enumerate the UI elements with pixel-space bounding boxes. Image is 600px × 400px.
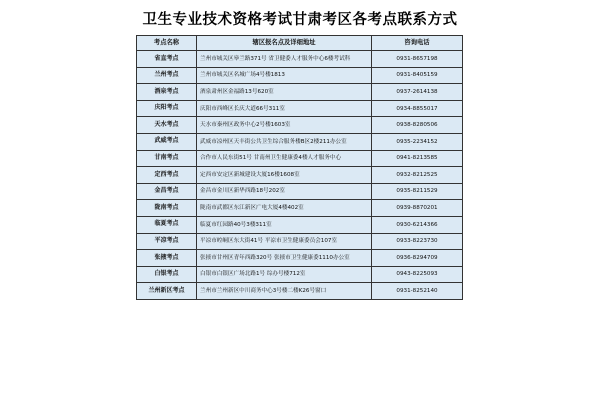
table-row [137,51,463,68]
address-cell: 兰州市兰州新区中川商务中心3号楼二楼K26号窗口 [197,283,372,300]
site-name-cell: 武威考点 [137,133,197,150]
site-name-cell: 省直考点 [137,51,197,68]
address-cell: 兰州市城关区皋兰路371号 省卫健委人才服务中心6楼考试科 [197,51,372,68]
header-address: 辖区报名点及详细地址 [197,36,372,51]
table-row [137,250,463,267]
address-cell: 平凉市崆峒区东大街41号 平凉市卫生健康委员会107室 [197,233,372,250]
phone-cell: 0938-8280506 [372,117,463,134]
phone-cell: 0937-2614138 [372,84,463,101]
phone-cell: 0931-8252140 [372,283,463,300]
address-cell: 金昌市金川区新华西路18号202室 [197,183,372,200]
document-title: 卫生专业技术资格考试甘肃考区各考点联系方式 [142,11,458,28]
phone-cell: 0931-8405159 [372,67,463,84]
site-name-cell: 陇南考点 [137,200,197,217]
site-name-cell: 兰州考点 [137,67,197,84]
phone-cell: 0930-6214366 [372,216,463,233]
address-cell: 兰州市城关区名城广场4号楼1813 [197,67,372,84]
address-cell: 白银市白银区广场北路1号 综办号楼712室 [197,266,372,283]
header-site-name: 考点名称 [137,36,197,51]
table-row [137,133,463,150]
table-row [137,216,463,233]
phone-cell: 0939-8870201 [372,200,463,217]
table-row [137,84,463,101]
phone-cell: 0936-8294709 [372,250,463,267]
address-cell: 天水市秦州区政务中心2号楼1603室 [197,117,372,134]
phone-cell: 0932-8212525 [372,167,463,184]
site-name-cell: 临夏考点 [137,216,197,233]
address-cell: 定西市安定区新城建设大厦16楼1608室 [197,167,372,184]
phone-cell: 0943-8225093 [372,266,463,283]
site-name-cell: 甘南考点 [137,150,197,167]
phone-cell: 0935-8211529 [372,183,463,200]
site-name-cell: 庆阳考点 [137,100,197,117]
table-row [137,233,463,250]
address-cell: 武威市凉州区天丰街公共卫生综合服务楼B区2楼211办公室 [197,133,372,150]
phone-cell: 0931-8657198 [372,51,463,68]
table-row [137,200,463,217]
table-header-row [137,36,463,51]
address-cell: 陇南市武都区东江新区广电大厦4楼402室 [197,200,372,217]
address-cell: 临夏市红园路40号3楼311室 [197,216,372,233]
address-cell: 合作市人民东街51号 甘南州卫生健康委4楼人才服务中心 [197,150,372,167]
table-row [137,183,463,200]
table-row [137,117,463,134]
exam-site-table [136,35,463,300]
table-row [137,283,463,300]
address-cell: 酒泉肃州区金福路13号620室 [197,84,372,101]
table-row [137,266,463,283]
site-name-cell: 天水考点 [137,117,197,134]
table-body [137,51,463,300]
table-row [137,67,463,84]
header-phone: 咨询电话 [372,36,463,51]
site-name-cell: 兰州新区考点 [137,283,197,300]
table-row [137,167,463,184]
site-name-cell: 定西考点 [137,167,197,184]
site-name-cell: 张掖考点 [137,250,197,267]
table-row [137,100,463,117]
phone-cell: 0941-8213585 [372,150,463,167]
table-row [137,150,463,167]
phone-cell: 0933-8223730 [372,233,463,250]
site-name-cell: 酒泉考点 [137,84,197,101]
phone-cell: 0934-8855017 [372,100,463,117]
site-name-cell: 平凉考点 [137,233,197,250]
site-name-cell: 白银考点 [137,266,197,283]
phone-cell: 0935-2234152 [372,133,463,150]
site-name-cell: 金昌考点 [137,183,197,200]
address-cell: 庆阳市西峰区长庆大道66号311室 [197,100,372,117]
address-cell: 张掖市甘州区青年西路320号 张掖市卫生健康委1110办公室 [197,250,372,267]
